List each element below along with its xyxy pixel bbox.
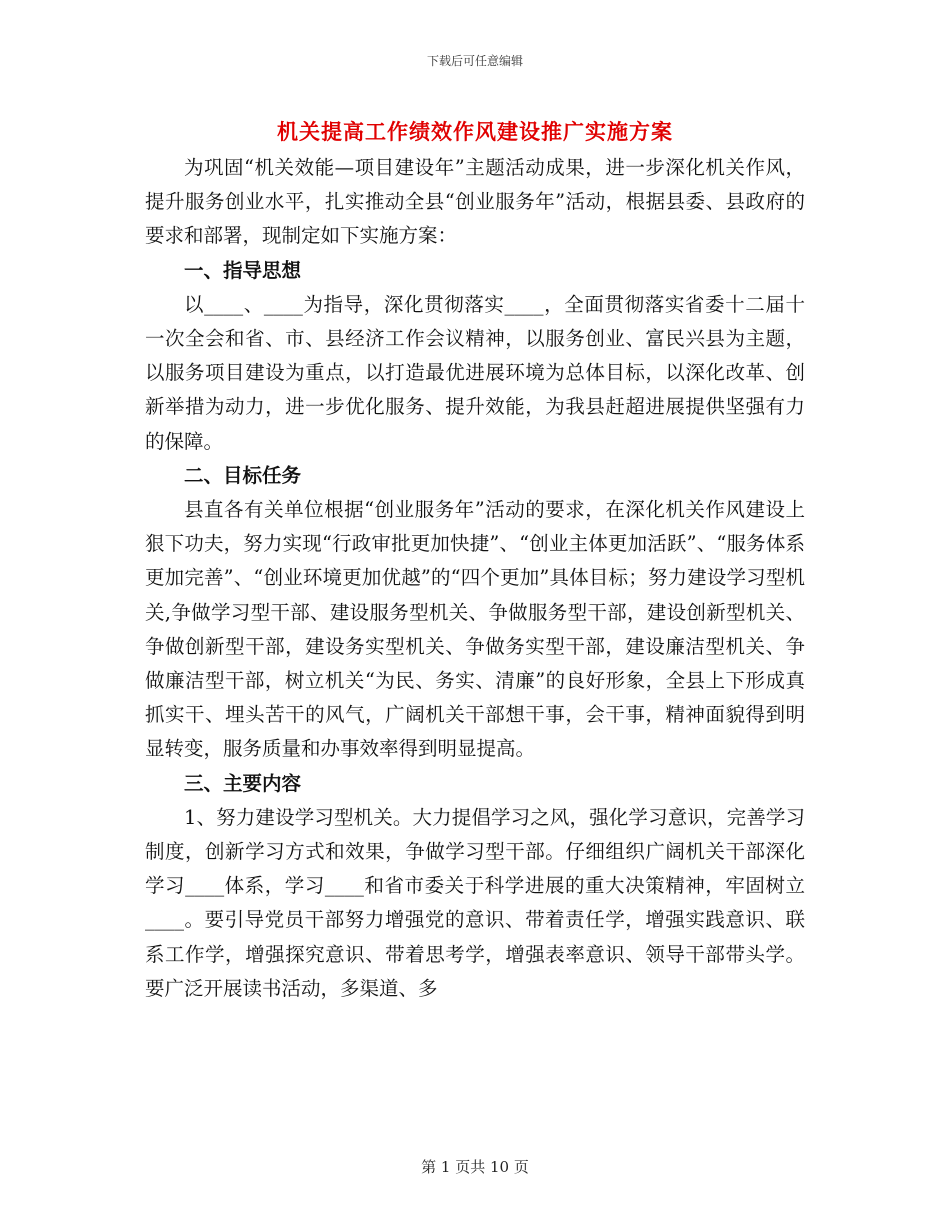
main-content-paragraph: 1、努力建设学习型机关。大力提倡学习之风，强化学习意识，完善学习制度，创新学习方式和效果，争做学习型干部。仔细组织广阔机关干部深化学习____体系，学习____和省市委关于科学进展的重大决策精神，牢固树立____。要引导党员干部努力增强党的意识、带着责任学，增强实践意识、联系工作学，增强探究意识、带着思考学，增强表率意识、领导干部带头学。要广泛开展读书活动，多渠道、多 bbox=[145, 805, 805, 1000]
document-title: 机关提高工作绩效作风建设推广实施方案 bbox=[277, 119, 673, 144]
section-heading-main-content: 三、主要内容 bbox=[184, 771, 302, 795]
section-heading-guiding-ideology: 一、指导思想 bbox=[184, 258, 302, 282]
page-header-note: 下载后可任意编辑 bbox=[426, 54, 523, 68]
document-body bbox=[145, 151, 805, 1006]
intro-paragraph: 为巩固“机关效能—项目建设年”主题活动成果，进一步深化机关作风，提升服务创业水平，扎实推动全县“创业服务年”活动，根据县委、县政府的要求和部署，现制定如下实施方案： bbox=[145, 156, 805, 248]
guiding-ideology-paragraph: 以____、____为指导，深化贯彻落实____，全面贯彻落实省委十二届十一次全会和省、市、县经济工作会议精神，以服务创业、富民兴县为主题，以服务项目建设为重点，以打造最优进展环境为总体目标，以深化改革、创新举措为动力，进一步优化服务、提升效能，为我县赶超进展提供坚强有力的保障。 bbox=[145, 292, 805, 453]
goals-tasks-paragraph: 县直各有关单位根据“创业服务年”活动的要求，在深化机关作风建设上狠下功夫，努力实现“行政审批更加快捷”、“创业主体更加活跃”、“服务体系更加完善”、“创业环境更加优越”的“四个更加”具体目标；努力建设学习型机关,争做学习型干部、建设服务型机关、争做服务型干部，建设创新型机关、争做创新型干部，建设务实型机关、争做务实型干部，建设廉洁型机关、争做廉洁型干部，树立机关“为民、务实、清廉”的良好形象，全县上下形成真抓实干、埋头苦干的风气，广阔机关干部想干事，会干事，精神面貌得到明显转变，服务质量和办事效率得到明显提高。 bbox=[145, 498, 805, 761]
page-number-footer: 第 1 页共 10 页 bbox=[421, 1158, 529, 1176]
section-heading-goals-tasks: 二、目标任务 bbox=[184, 463, 302, 487]
